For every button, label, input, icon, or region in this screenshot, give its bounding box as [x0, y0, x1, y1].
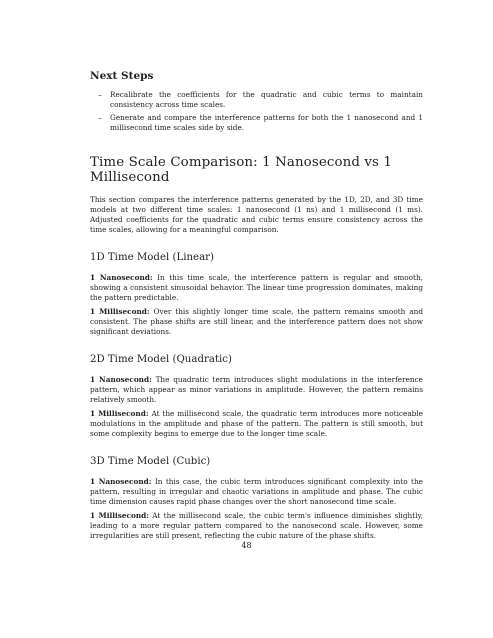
- dash-bullet-icon: –: [98, 113, 102, 122]
- section-title: Time Scale Comparison: 1 Nanosecond vs 1 Millisecond: [90, 155, 392, 185]
- paragraph-text: At the millisecond scale, the cubic term's influence diminishes slightly, leading to a more regular pattern compared to the nanosecond scale. However, some irregularities are still present, reflecting the cubic nature of the phase shifts.: [90, 511, 423, 540]
- term-label: 1 Nanosecond:: [90, 273, 153, 282]
- section-intro: This section compares the interference patterns generated by the 1D, 2D, and 3D time models at two different time scales: 1 nanosecond (1 ns) and 1 millisecond (1 ms). Adjusted coefficients for the quadratic and cubic terms ensure consistency across the time scales, allowing for a meaningful comparison.: [90, 195, 423, 234]
- term-label: 1 Nanosecond:: [90, 375, 152, 384]
- subsection-title: 3D Time Model (Cubic): [90, 456, 211, 467]
- list-item-text: Recalibrate the coefficients for the quadratic and cubic terms to maintain consistency across time scales.: [110, 90, 423, 109]
- page-number: 48: [241, 541, 252, 550]
- paragraph: [90, 307, 423, 337]
- paragraph: [90, 477, 423, 507]
- list-item: [90, 113, 423, 133]
- paragraph-text: The quadratic term introduces slight modulations in the interference pattern, which appear as minor variations in amplitude. However, the pattern remains relatively smooth.: [90, 375, 423, 404]
- page-content: [90, 70, 423, 545]
- paragraph: [90, 409, 423, 439]
- dash-bullet-icon: –: [98, 90, 102, 99]
- paragraph-text: In this time scale, the interference pattern is regular and smooth, showing a consistent sinusoidal behavior. The linear time progression dominates, making the pattern predictable.: [90, 273, 423, 302]
- term-label: 1 Millisecond:: [90, 511, 149, 520]
- subsection-title: 2D Time Model (Quadratic): [90, 354, 232, 365]
- term-label: 1 Millisecond:: [90, 409, 149, 418]
- paragraph-text: In this case, the cubic term introduces significant complexity into the pattern, resulting in irregular and chaotic variations in amplitude and phase. The cubic time dimension causes rapid phase changes over the short nanosecond time scale.: [90, 477, 423, 506]
- list-item: [90, 90, 423, 110]
- paragraph-text: At the millisecond scale, the quadratic term introduces more noticeable modulations in the amplitude and phase of the pattern. The pattern is still smooth, but some complexity begins to emerge due to the longer time scale.: [90, 409, 423, 438]
- paragraph: [90, 511, 423, 541]
- paragraph: [90, 375, 423, 405]
- next-steps-heading: Next Steps: [90, 70, 154, 82]
- subsection-title: 1D Time Model (Linear): [90, 252, 214, 263]
- list-item-text: Generate and compare the interference patterns for both the 1 nanosecond and 1 millisecond time scales side by side.: [110, 113, 423, 132]
- paragraph: [90, 273, 423, 303]
- term-label: 1 Nanosecond:: [90, 477, 152, 486]
- next-steps-list: [90, 90, 423, 133]
- term-label: 1 Millisecond:: [90, 307, 150, 316]
- paragraph-text: Over this slightly longer time scale, the pattern remains smooth and consistent. The phase shifts are still linear, and the interference pattern does not show significant deviations.: [90, 307, 423, 336]
